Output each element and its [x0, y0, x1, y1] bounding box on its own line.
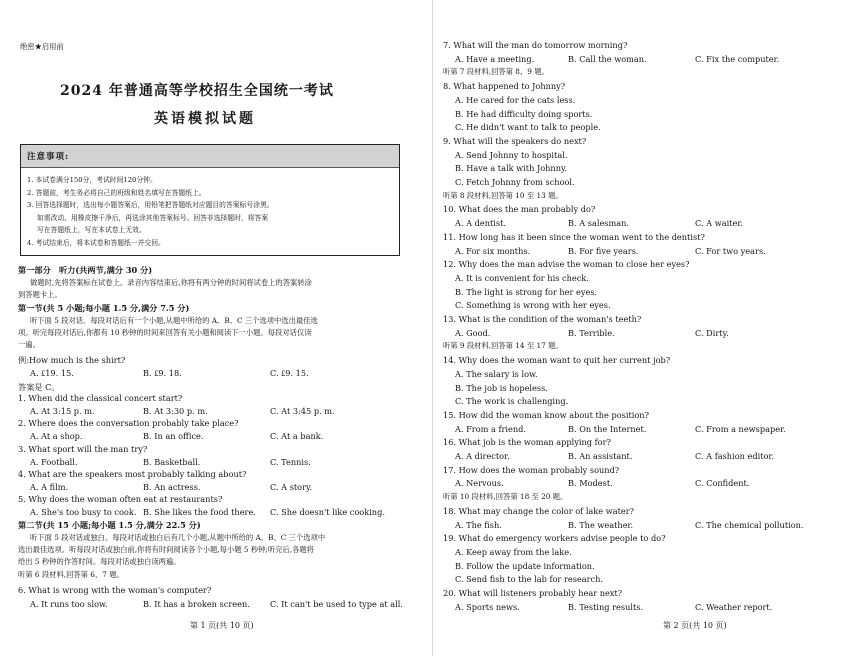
note-line: 4. 考试结束后，将本试卷和答题纸一并交回。 — [27, 239, 165, 247]
option-b[interactable]: B. He had difficulty doing sports. — [455, 109, 593, 119]
option-c[interactable]: C. The chemical pollution. — [695, 520, 804, 530]
option-a[interactable]: A. It is convenient for his check. — [455, 273, 589, 283]
option-b[interactable]: B. Testing results. — [568, 602, 644, 612]
section1-intro-line: 听下面 5 段对话。每段对话后有一个小题,从题中所给的 A、B、C 三个选项中选出最佳选 — [30, 316, 318, 325]
option-a[interactable]: A. Football. — [30, 457, 78, 467]
option-c[interactable]: C. At 3:45 p. m. — [270, 406, 335, 416]
notes-box — [20, 144, 400, 256]
note-line: 如需改动，用橡皮擦干净后，再选涂其他答案标号。回答非选择题时，将答案 — [37, 214, 269, 222]
option-b[interactable]: B. It has a broken screen. — [143, 599, 250, 609]
part1-intro-line: 做题时,先将答案标在试卷上。录音内容结束后,你将有两分钟的时间将试卷上的答案转涂 — [30, 278, 312, 287]
option-b[interactable]: B. Modest. — [568, 478, 613, 488]
option-b[interactable]: B. Follow the update information. — [455, 561, 595, 571]
option-b[interactable]: B. Have a talk with Johnny. — [455, 163, 568, 173]
notes-title: 注意事项: — [27, 152, 70, 162]
option-c[interactable]: C. A fashion editor. — [695, 451, 775, 461]
option-a[interactable]: A. The salary is low. — [455, 369, 538, 379]
material-heading: 听第 6 段材料,回答第 6、7 题。 — [18, 570, 124, 579]
option-b[interactable]: B. An assistant. — [568, 451, 633, 461]
option-b[interactable]: B. At 3:30 p. m. — [143, 406, 208, 416]
question-stem: 7. What will the man do tomorrow morning? — [443, 40, 628, 50]
option-a[interactable]: A. It runs too slow. — [30, 599, 108, 609]
option-a[interactable]: A. From a friend. — [455, 424, 527, 434]
example-answer: 答案是 C。 — [18, 382, 60, 392]
page-right — [433, 0, 867, 656]
question-stem: 16. What job is the woman applying for? — [443, 437, 611, 447]
question-stem: 18. What may change the color of lake water? — [443, 506, 635, 516]
option-a[interactable]: A. Keep away from the lake. — [455, 547, 572, 557]
option-a[interactable]: A. A dentist. — [455, 218, 506, 228]
question-stem: 6. What is wrong with the woman's computer? — [18, 585, 212, 595]
option-a[interactable]: A. Send Johnny to hospital. — [455, 150, 568, 160]
option-c[interactable]: C. He didn't want to talk to people. — [455, 122, 601, 132]
option-c[interactable]: C. From a newspaper. — [695, 424, 786, 434]
option-c[interactable]: C. Confident. — [695, 478, 750, 488]
option-c[interactable]: C. Dirty. — [695, 328, 729, 338]
option-c[interactable]: C. At a bank. — [270, 431, 324, 441]
option-b[interactable]: B. The job is hopeless. — [455, 383, 548, 393]
material-heading: 听第 10 段材料,回答第 18 至 20 题。 — [443, 492, 568, 501]
option-b[interactable]: B. In an office. — [143, 431, 204, 441]
page-number: 第 1 页(共 10 页) — [190, 621, 254, 630]
question-stem: 17. How does the woman probably sound? — [443, 465, 620, 475]
question-stem: 11. How long has it been since the woman went to the dentist? — [443, 232, 705, 242]
part1-title: 第一部分 听力(共两节,满分 30 分) — [18, 265, 153, 275]
note-line: 1. 本试卷满分150分，考试时间120分钟。 — [27, 176, 157, 184]
question-stem: 14. Why does the woman want to quit her current job? — [443, 355, 671, 365]
option-a[interactable]: A. For six months. — [455, 246, 531, 256]
option-b[interactable]: B. She likes the food there. — [143, 507, 256, 517]
option-c[interactable]: C. Something is wrong with her eyes. — [455, 300, 611, 310]
option-b[interactable]: B. For five years. — [568, 246, 639, 256]
option-b[interactable]: B. Call the woman. — [568, 54, 647, 64]
note-line: 3. 回答选择题时，选出每小题答案后，用铅笔把答题纸对应题目的答案标号涂黑。 — [27, 201, 274, 209]
note-line: 写在答题纸上，写在本试卷上无效。 — [37, 226, 146, 234]
section2-title: 第二节(共 15 小题;每小题 1.5 分,满分 22.5 分) — [18, 520, 201, 530]
option-a[interactable]: A. At a shop. — [30, 431, 83, 441]
question-stem: 10. What does the man probably do? — [443, 204, 596, 214]
note-line: 2. 答题前，考生务必将自己的班级和姓名填写在答题纸上。 — [27, 189, 206, 197]
option-c[interactable]: C. It can't be used to type at all. — [270, 599, 403, 609]
question-stem: 2. Where does the conversation probably take place? — [18, 418, 239, 428]
question-stem: 12. Why does the man advise the woman to close her eyes? — [443, 259, 690, 269]
option-a[interactable]: A. Good. — [455, 328, 491, 338]
section1-intro-line: 一遍。 — [18, 340, 40, 349]
page-number: 第 2 页(共 10 页) — [663, 621, 727, 630]
option-b[interactable]: B. An actress. — [143, 482, 201, 492]
exam-subtitle: 英语模拟试题 — [154, 111, 256, 127]
question-stem: 1. When did the classical concert start? — [18, 393, 183, 403]
option-c[interactable]: C. Fetch Johnny from school. — [455, 177, 575, 187]
question-stem: 13. What is the condition of the woman's teeth? — [443, 314, 642, 324]
question-stem: 5. Why does the woman often eat at restaurants? — [18, 494, 223, 504]
material-heading: 听第 9 段材料,回答第 14 至 17 题。 — [443, 341, 563, 350]
question-stem: 19. What do emergency workers advise people to do? — [443, 533, 666, 543]
option-c[interactable]: C. A waiter. — [695, 218, 743, 228]
option-b[interactable]: B. On the Internet. — [568, 424, 647, 434]
option-c[interactable]: C. For two years. — [695, 246, 766, 256]
option-b[interactable]: B. The light is strong for her eyes. — [455, 287, 598, 297]
option-a[interactable]: A. A director. — [455, 451, 510, 461]
notes-header — [21, 145, 399, 168]
question-stem: 15. How did the woman know about the position? — [443, 410, 649, 420]
part1-intro-line: 到答题卡上。 — [18, 290, 62, 299]
question-stem: 20. What will listeners probably hear next? — [443, 588, 623, 598]
exam-title: 2024 年普通高等学校招生全国统一考试 — [60, 83, 334, 99]
option-c[interactable]: C. The work is challenging. — [455, 396, 569, 406]
option-a[interactable]: A. A film. — [30, 482, 69, 492]
option-a[interactable]: A. The fish. — [455, 520, 502, 530]
section2-intro-line: 给出 5 秒钟的作答时间。每段对话或独白读两遍。 — [18, 557, 181, 566]
option-a[interactable]: A. She's too busy to cook. — [30, 507, 137, 517]
question-stem: 4. What are the speakers most probably talking about? — [18, 469, 247, 479]
question-stem: 3. What sport will the man try? — [18, 444, 148, 454]
option-c[interactable]: C. Send fish to the lab for research. — [455, 574, 604, 584]
option-a[interactable]: A. At 3:15 p. m. — [30, 406, 95, 416]
confidential-label: 绝密★启用前 — [20, 42, 64, 51]
section1-title: 第一节(共 5 小题;每小题 1.5 分,满分 7.5 分) — [18, 303, 190, 313]
option-b[interactable]: B. Terrible. — [568, 328, 615, 338]
option-b[interactable]: B. ₤9. 18. — [143, 368, 182, 378]
question-stem: 8. What happened to Johnny? — [443, 81, 566, 91]
question-stem: 9. What will the speakers do next? — [443, 136, 587, 146]
section2-intro-line: 听下面 5 段对话或独白。每段对话或独白后有几个小题,从题中所给的 A、B、C 三个选项中 — [30, 533, 326, 542]
option-c[interactable]: C. A story. — [270, 482, 313, 492]
option-c[interactable]: C. Fix the computer. — [695, 54, 780, 64]
material-heading: 听第 8 段材料,回答第 10 至 13 题。 — [443, 191, 563, 200]
page-left — [0, 0, 433, 656]
option-c[interactable]: C. Weather report. — [695, 602, 773, 612]
option-a[interactable]: A. Sports news. — [455, 602, 520, 612]
section1-intro-line: 项。听完每段对话后,你都有 10 秒钟的时间来回答有关小题和阅读下一小题。每段对话仅读 — [18, 328, 312, 337]
example-stem: 例:How much is the shirt? — [18, 355, 126, 365]
option-a[interactable]: A. He cared for the cats less. — [455, 95, 576, 105]
option-c[interactable]: C. ₤9. 15. — [270, 368, 309, 378]
section2-intro-line: 选出最佳选项。听每段对话或独白前,你将有时间阅读各个小题,每小题 5 秒钟;听完后,各题将 — [18, 545, 314, 554]
option-a[interactable]: A. Nervous. — [455, 478, 504, 488]
option-b[interactable]: B. Basketball. — [143, 457, 201, 467]
option-a[interactable]: A. Have a meeting. — [455, 54, 535, 64]
option-b[interactable]: B. The weather. — [568, 520, 634, 530]
option-c[interactable]: C. She doesn't like cooking. — [270, 507, 385, 517]
option-c[interactable]: C. Tennis. — [270, 457, 311, 467]
material-heading: 听第 7 段材料,回答第 8、9 题。 — [443, 67, 549, 76]
option-a[interactable]: A. ₤19. 15. — [30, 368, 74, 378]
option-b[interactable]: B. A salesman. — [568, 218, 630, 228]
